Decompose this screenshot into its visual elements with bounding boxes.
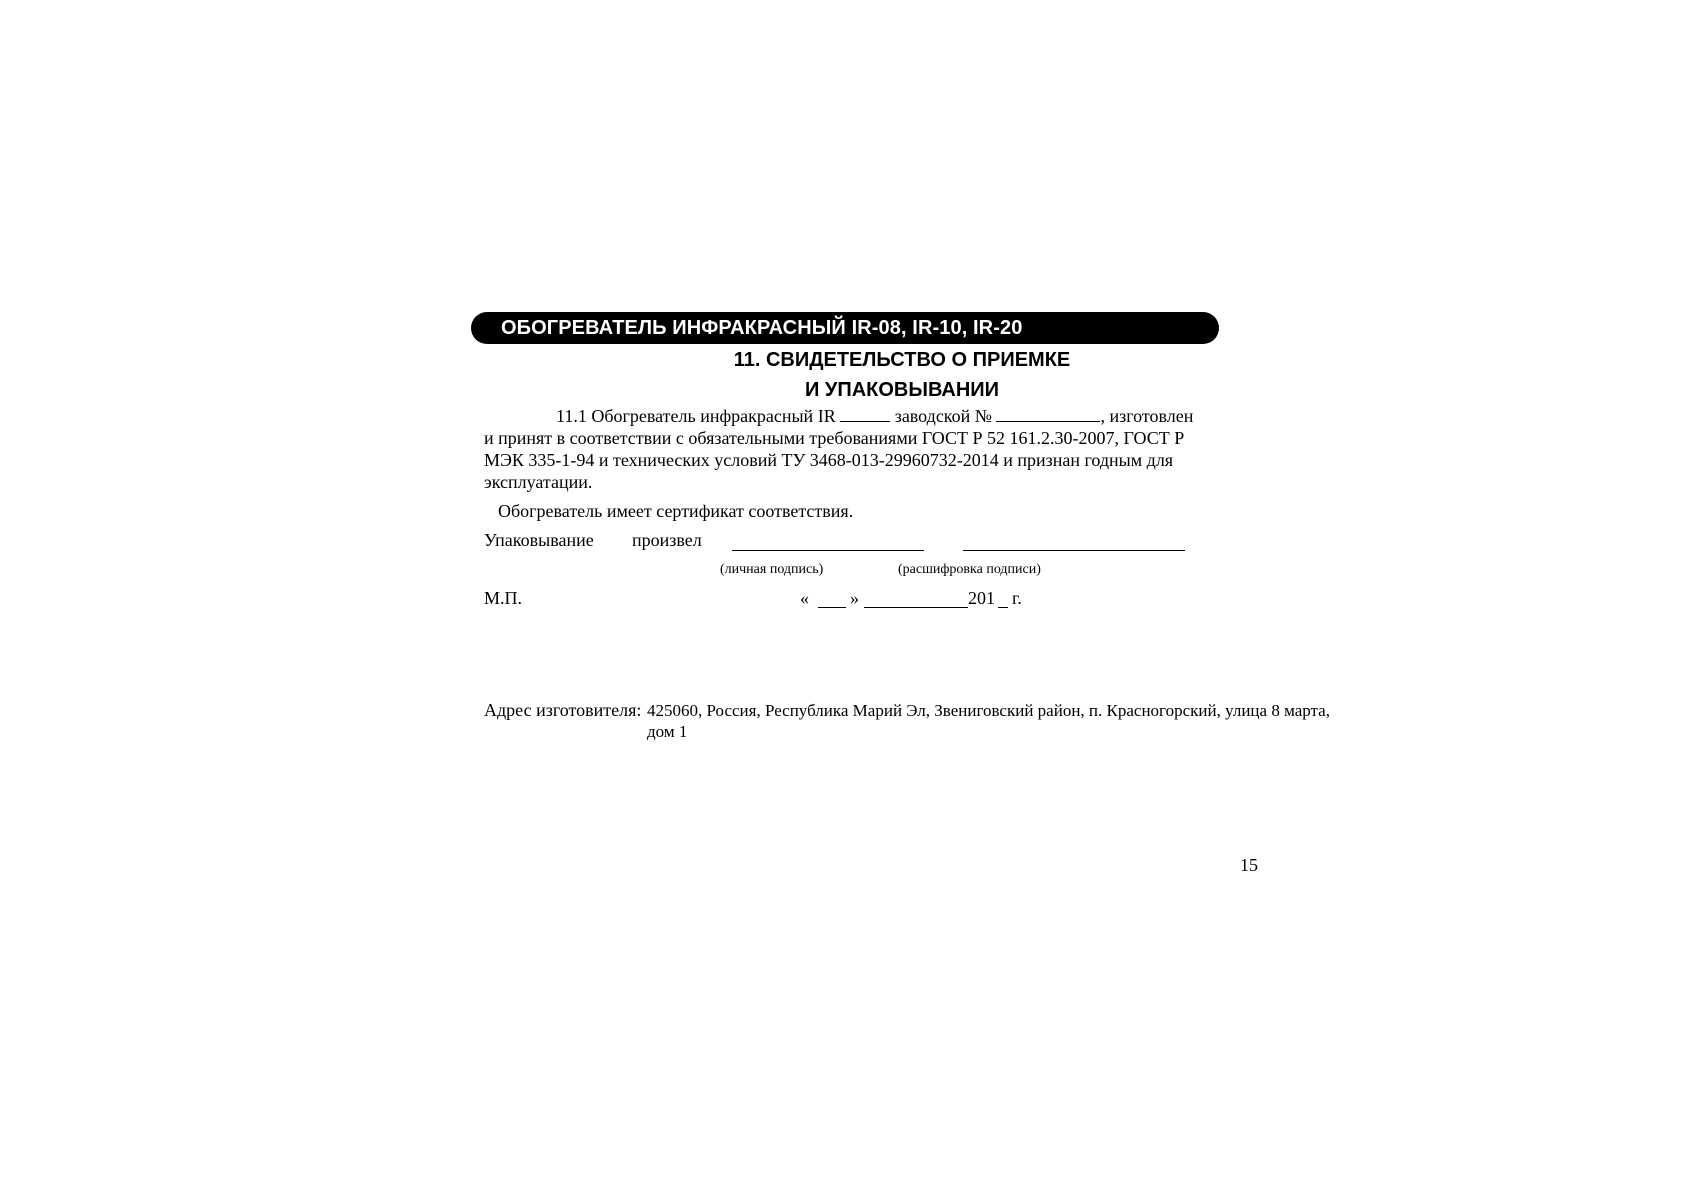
manufacturer-address-line2: дом 1 xyxy=(647,722,688,741)
date-year-suffix: г. xyxy=(1012,588,1022,608)
signature-caption: (личная подпись) xyxy=(720,562,824,577)
paragraph-line-4: эксплуатации. xyxy=(484,472,593,492)
header-title: ОБОГРЕВАТЕЛЬ ИНФРАКРАСНЫЙ IR-08, IR-10, IR-20 xyxy=(501,317,1023,339)
stamp-label: М.П. xyxy=(484,588,523,608)
date-day-blank xyxy=(818,607,846,608)
date-open-quote: « xyxy=(800,588,809,608)
model-blank-field xyxy=(840,407,890,422)
intro-serial-label: заводской № xyxy=(894,406,992,426)
paragraph-intro-line xyxy=(556,406,1193,427)
packing-label: Упаковывание xyxy=(484,530,594,550)
manufacturer-address-line1: 425060, Россия, Республика Марий Эл, Звениговский район, п. Красногорский, улица 8 марта, xyxy=(647,701,1330,720)
packing-verb: произвел xyxy=(632,530,702,550)
manufacturer-address-label: Адрес изготовителя: xyxy=(484,700,642,720)
paragraph-line-2: и принят в соответствии с обязательными требованиями ГОСТ Р 52 161.2.30-2007, ГОСТ Р xyxy=(484,428,1185,448)
page-number: 15 xyxy=(1240,855,1258,875)
signature-decoding-line xyxy=(963,550,1185,551)
certificate-statement: Обогреватель имеет сертификат соответствия. xyxy=(498,501,854,521)
date-year-prefix: 201 xyxy=(968,588,995,608)
serial-number-blank-field xyxy=(996,407,1100,422)
signature-line xyxy=(732,550,924,551)
date-year-blank xyxy=(998,607,1008,608)
date-close-quote: » xyxy=(850,588,859,608)
date-month-blank xyxy=(864,607,968,608)
section-title-line1: 11. СВИДЕТЕЛЬСТВО О ПРИЕМКЕ xyxy=(733,349,1071,371)
paragraph-line-3: МЭК 335-1-94 и технических условий ТУ 3468-013-29960732-2014 и признан годным для xyxy=(484,450,1174,470)
signature-decoding-caption: (расшифровка подписи) xyxy=(898,562,1041,577)
header-bar xyxy=(471,312,1219,344)
section-title-line2: И УПАКОВЫВАНИИ xyxy=(804,379,1000,401)
intro-suffix: , изготовлен xyxy=(1100,406,1194,426)
intro-prefix: 11.1 Обогреватель инфракрасный IR xyxy=(556,406,836,426)
